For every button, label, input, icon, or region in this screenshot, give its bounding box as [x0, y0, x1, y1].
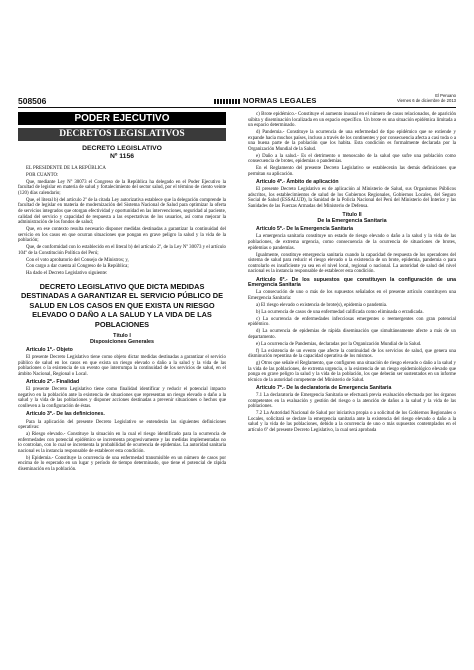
law-title: DECRETO LEGISLATIVO QUE DICTA MEDIDAS DESTINADAS A GARANTIZAR EL SERVICIO PÚBLICO DE SALUD EN LOS CASOS EN QUE EXISTA UN RIESGO ELEVADO O DAÑO A LA SALUD Y LA VIDA DE LAS POBLACIONES: [20, 281, 224, 329]
list-item: c) La ocurrencia de enfermedades infecciosas emergentes o reemergentes con gran potencial epidémico.: [248, 316, 456, 328]
list-item: g) Otros que señale el Reglamento, que configuren una situación de riesgo elevado o daño a la salud y la vida de las poblaciones, de extrema urgencia, o la existencia de un riesgo epidemiológico elevado que ponga en grave peligro la salud y la vida de la población, los que deberán ser sustentados en un informe técnico de la autoridad competente del Ministerio de Salud.: [248, 361, 456, 383]
header-rule: [18, 107, 456, 108]
definition-item: e) Daño a la salud.- Es el detrimento o menoscabo de la salud que sufre una población como consecuencia de brotes, epidemias o pandemias.: [248, 153, 456, 165]
paragraph: La emergencia sanitaria constituye un estado de riesgo elevado o daño a la salud y la vida de las poblaciones, de extrema urgencia, como consecuencia de la ocurrencia de situaciones de brotes, epidemias o pandemias.: [248, 234, 456, 251]
title-name: De la Emergencia Sanitaria: [317, 218, 387, 225]
paragraph: 7.1 La declaratoria de Emergencia Sanitaria se efectuará previa evaluación efectuada por los órganos competentes en la evaluación y gestión del riesgo o la atención de daños a la salud y la vida de las poblaciones.: [248, 393, 456, 410]
article-heading: Artículo 6º.- De los supuestos que constituyen la configuración de una Emergencia Sanitaria: [248, 276, 456, 289]
paragraph: El presente Decreto Legislativo es de aplicación al Ministerio de Salud, sus Organismos Públicos adscritos, los establecimientos de salud de los Gobiernos Regionales, Gobiernos Locales, del Seguro Social de Salud (ESSALUD), la Sanidad de la Policía Nacional del Perú del Ministerio del Interior y las Sanidades de las Fuerzas Armadas del Ministerio de Defensa.: [248, 187, 456, 209]
list-item: d) La ocurrencia de epidemias de rápida diseminación que simultáneamente afecte a más de un departamento.: [248, 329, 456, 340]
right-column: [248, 112, 456, 435]
president-line: EL PRESIDENTE DE LA REPÚBLICA: [26, 166, 106, 171]
por-cuanto: POR CUANTO:: [26, 172, 59, 178]
title-heading: [248, 212, 456, 224]
title-number: Título I: [113, 333, 131, 339]
section-banner-power: PODER EJECUTIVO: [18, 112, 226, 125]
definition-item: c) Brote epidémico.- Constituye el aumento inusual en el número de casos relacionados, de aparición súbita y diseminación localizada en un espacio específico. Un brote es una situación epidémica limitada a un espacio determinado.: [248, 112, 456, 129]
source-name: El Peruano: [435, 93, 456, 98]
paragraph: Para la aplicación del presente Decreto Legislativo se entenderán las siguientes definiciones operativas:: [18, 419, 226, 431]
list-item: e) La ocurrencia de Pandemias, declaradas por la Organización Mundial de la Salud.: [256, 341, 422, 347]
page-header: [18, 95, 456, 109]
title-name: Disposiciones Generales: [89, 339, 155, 345]
left-column: [18, 112, 226, 474]
paragraph: Que, de conformidad con lo establecido en el literal b) del artículo 2º, de la Ley Nº 30073 y el artículo 104º de la Constitución Política del Perú;: [18, 245, 226, 256]
decree-heading: [18, 145, 226, 161]
title-number: Título II: [342, 212, 362, 219]
article-heading: Artículo 7º.- De la declaratoria de Emergencia Sanitaria: [256, 385, 392, 392]
paragraph: Ha dado el Decreto Legislativo siguiente:: [26, 271, 108, 277]
article-heading: Artículo 1º.- Objeto: [26, 347, 73, 353]
newspaper-name: NORMAS LEGALES: [243, 96, 317, 105]
newspaper-logo: [214, 96, 317, 105]
paragraph: Con cargo a dar cuenta al Congreso de la República;: [26, 264, 129, 270]
logo-mark-icon: [214, 99, 240, 104]
decree-number: Nº 1156: [109, 153, 135, 160]
paragraph: Con el voto aprobatorio del Consejo de Ministros; y,: [26, 257, 129, 263]
article-heading: Artículo 3º.- De las definiciones.: [26, 411, 105, 418]
paragraph: La consecución de uno o más de los supuestos señalados en el presente artículo constituyen una Emergencia Sanitaria:: [248, 290, 456, 301]
issue-date: Viernes 6 de diciembre de 2013: [396, 98, 456, 103]
page-number: 508506: [18, 96, 47, 106]
article-heading: Artículo 5º.- De la Emergencia Sanitaria: [256, 226, 354, 233]
article-heading: Artículo 2º.- Finalidad: [26, 379, 80, 386]
paragraph: Que, el literal b) del artículo 2º de la citada Ley autorizativa establece que la delegación comprende la facultad de legislar en materia de modernización del Sistema Nacional de Salud para optimizar la oferta de servicios integrados que otorgan efectividad y oportunidad en las intervenciones, seguridad al paciente, calidad del servicio y capacidad de respuesta a las expectativas de los usuarios, así como mejorar la administración de los fondos de salud;: [18, 197, 226, 226]
header-meta: [397, 93, 456, 103]
paragraph: Que, mediante Ley Nº 30073 el Congreso de la República ha delegado en el Poder Ejecutivo la facultad de legislar en materia de salud y fortalecimiento del sector salud, por el término de ciento veinte (120) días calendario;: [18, 179, 226, 196]
definition-item: a) Riesgo elevado.- Constituye la situación en la cual el riesgo identificado para la ocurrencia de enfermedades con potencial epidémico se incrementa progresivamente y las medidas implementadas no lo controlan, con lo cual se incrementa la probabilidad de ocurrencia de epidemias. La autoridad sanitaria nacional es la instancia responsable de establecer esta condición.: [18, 432, 226, 454]
definition-item: b) Epidemia.- Constituye la ocurrencia de una enfermedad transmisible en un número de casos por encima de lo esperado en un lugar y período de tiempo determinado, que tiene el potencial de rápida diseminación en la población.: [18, 455, 226, 472]
paragraph: Igualmente, constituye emergencia sanitaria cuando la capacidad de respuesta de los operadores del sistema de salud para reducir el riesgo elevado o la existencia de un brote, epidemia, pandemia o para controlarlo es insuficiente ya sea en el nivel local, regional o nacional. La autoridad de salud del nivel nacional es la instancia responsable de establecer esta condición.: [248, 252, 456, 275]
definition-item: d) Pandemia.- Constituye la ocurrencia de una enfermedad de tipo epidémico que se extiende y expande hacia muchos países, incluso a través de los continentes y por consecuencia afecta a casi toda o a una buena parte de la población que los habita. Esta condición es formalmente declarada por la Organización Mundial de la Salud.: [248, 130, 456, 152]
list-item: f) La existencia de un evento que afecte la continuidad de los servicios de salud, que genera una disminución repentina de la capacidad operativa de los mismos.: [248, 348, 456, 360]
section-banner-decrees: DECRETOS LEGISLATIVOS: [18, 128, 226, 141]
paragraph: 7.2 La Autoridad Nacional de Salud por iniciativa propia o a solicitud de los Gobiernos Regionales o Locales, solicitará se declare la emergencia sanitaria ante la existencia del riesgo elevado o daño a la salud y la vida de las poblaciones, debido a la ocurrencia de uno o más supuestos contemplados en el artículo 6º del presente Decreto Legislativo, la cual será aprobada: [248, 411, 456, 433]
paragraph: El presente Decreto Legislativo tiene como finalidad identificar y reducir el potencial impacto negativo en la población ante la existencia de situaciones que representan un riesgo elevado o daño a la salud y la vida de las poblaciones y disponer acciones destinadas a prevenir situaciones o hechos que conlleven a la configuración de éstas.: [18, 387, 226, 409]
article-heading: Artículo 4º.- Ámbito de aplicación: [256, 179, 339, 186]
title-heading: [18, 333, 226, 345]
decree-title: DECRETO LEGISLATIVO: [82, 145, 162, 152]
paragraph: El presente Decreto Legislativo tiene como objeto dictar medidas destinadas a garantizar el servicio público de salud en los casos en que exista un riesgo elevado o daño a la salud y la vida de las poblaciones o la existencia de un evento que interrumpa la continuidad de los servicios de salud, en el ámbito Nacional, Regional o Local.: [18, 355, 226, 377]
paragraph: En el Reglamento del presente Decreto Legislativo se establecerán las demás definiciones que permitan su aplicación.: [248, 166, 456, 177]
list-item: a) El riesgo elevado o existencia de brote(s), epidemia o pandemia.: [256, 302, 388, 308]
list-item: b) La ocurrencia de casos de una enfermedad calificada como eliminada o erradicada.: [256, 309, 424, 315]
paragraph: Que, en ese contexto resulta necesario disponer medidas destinadas a garantizar la continuidad del servicio en los casos en que ocurran situaciones que pongan en grave peligro la salud y la vida de la población;: [18, 227, 226, 244]
